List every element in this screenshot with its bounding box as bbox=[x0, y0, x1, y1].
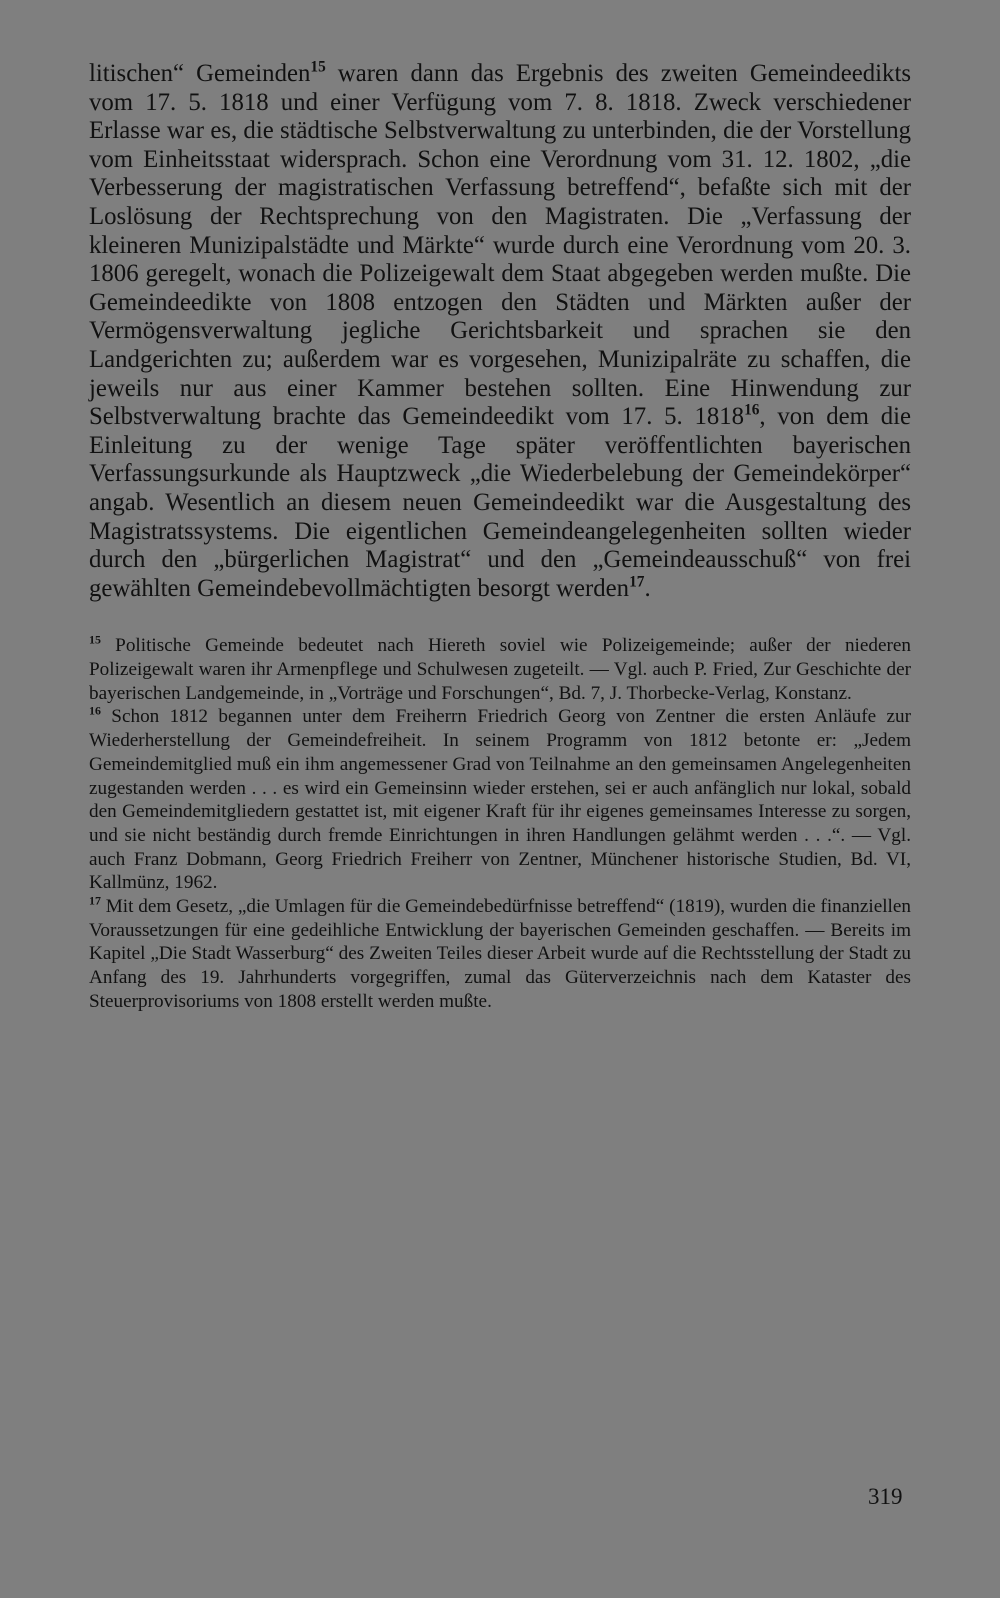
footnote-ref-16: 16 bbox=[744, 401, 760, 419]
footnote-17 bbox=[89, 895, 911, 1014]
footnote-ref-17: 17 bbox=[629, 573, 645, 591]
footnote-text: Mit dem Gesetz, „die Umlagen für die Gemeindebedürfnisse betreffend“ (1819), wurden die finanziellen Voraussetzungen für eine gedeihliche Entwicklung der bayerischen Gemeinden geschaffen. — Bereits im Kapitel „Die Stadt Wasserburg“ des Zweiten Teiles dieser Arbeit wurde auf die Rechtsstellung der Stadt zu Anfang des 19. Jahrhunderts vorgegriffen, zumal das Güterverzeichnis nach dem Kataster des Steuerprovisoriums von 1808 erstellt werden mußte. bbox=[89, 896, 911, 1012]
body-text-part-3: , von dem die Einleitung zu der wenige Tage später veröffentlichten bayerischen Verfassungsurkunde als Hauptzweck „die Wiederbelebung der Gemeindekörper“ angab. Wesentlich an diesem neuen Gemeindeedikt war die Ausgestaltung des Magistratssystems. Die eigentlichen Gemeindeangelegenheiten sollten wieder durch den „bürgerlichen Magistrat“ und den „Gemeindeausschuß“ von frei gewählten Gemeindebevollmächtigten besorgt werden bbox=[89, 403, 911, 602]
body-text-part-4: . bbox=[644, 574, 651, 602]
footnote-text: Politische Gemeinde bedeutet nach Hiereth soviel wie Polizeigemeinde; außer der niederen Polizeigewalt waren ihr Armenpflege und Schulwesen zugeteilt. — Vgl. auch P. Fried, Zur Geschichte der bayerischen Landgemeinde, in „Vorträge und Forschungen“, Bd. 7, J. Thorbecke-Verlag, Konstanz. bbox=[89, 635, 911, 704]
footnote-number: 16 bbox=[89, 704, 101, 718]
footnote-text: Schon 1812 begannen unter dem Freiherrn Friedrich Georg von Zentner die ersten Anläufe zur Wiederherstellung der Gemeindefreiheit. In seinem Programm von 1812 betonte er: „Jedem Gemeindemitglied muß ein ihm angemessener Grad von Teilnahme an den gemeinsamen Angelegenheiten zugestanden werden . . . es wird ein Gemeinsinn wieder erstehen, sei er auch anfänglich nur lokal, sobald den Gemeindemitgliedern gestattet ist, mit eigener Kraft für ihr eigenes gemeinsames Interesse zu sorgen, und sie nicht beständig durch fremde Einrichtungen in ihren Handlungen gelähmt werden . . .“. — Vgl. auch Franz Dobmann, Georg Friedrich Freiherr von Zentner, Münchener historische Studien, Bd. VI, Kallmünz, 1962. bbox=[89, 706, 911, 894]
footnotes-section bbox=[89, 634, 911, 1013]
footnote-number: 17 bbox=[89, 893, 101, 908]
body-paragraph bbox=[89, 60, 911, 603]
body-text-part-2: waren dann das Ergebnis des zweiten Gemeindeedikts vom 17. 5. 1818 und einer Verfügung vom 7. 8. 1818. Zweck verschiedener Erlasse war es, die städtische Selbstverwaltung zu unterbinden, die der Vorstellung vom Einheitsstaat widersprach. Schon eine Verordnung vom 31. 12. 1802, „die Verbesserung der magistratischen Verfassung betreffend“, befaßte sich mit der Loslösung der Rechtsprechung von den Magistraten. Die „Verfassung der kleineren Munizipalstädte und Märkte“ wurde durch eine Verordnung vom 20. 3. 1806 geregelt, wonach die Polizeigewalt dem Staat abgegeben werden mußte. Die Gemeindeedikte von 1808 entzogen den Städten und Märkten außer der Vermögensverwaltung jegliche Gerichtsbarkeit und sprachen sie den Landgerichten zu; außerdem war es vorgesehen, Munizipalräte zu schaffen, die jeweils nur aus einer Kammer bestehen sollten. Eine Hinwendung zur Selbstverwaltung brachte das Gemeindeedikt vom 17. 5. 1818 bbox=[89, 60, 911, 431]
footnote-15 bbox=[89, 634, 911, 705]
footnote-ref-15: 15 bbox=[310, 58, 326, 76]
page-content bbox=[89, 60, 911, 1014]
body-text-part-1: litischen“ Gemeinden bbox=[89, 60, 311, 87]
page-number: 319 bbox=[868, 1484, 903, 1509]
footnote-number: 15 bbox=[89, 632, 101, 647]
footnote-16 bbox=[89, 705, 911, 895]
